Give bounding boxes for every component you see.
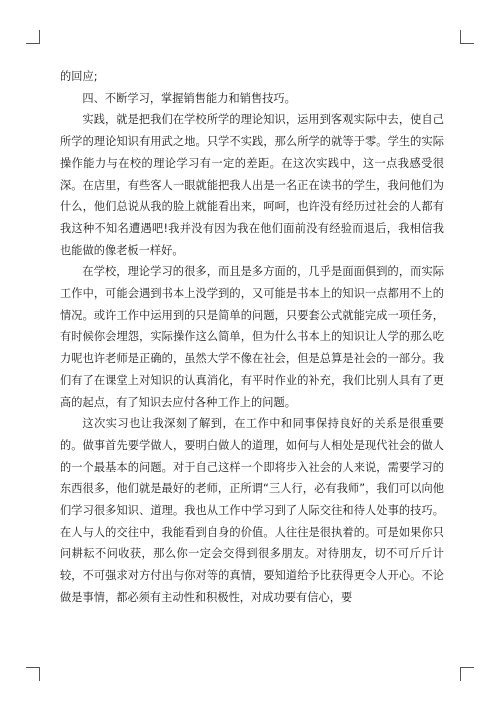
paragraph-relationships: 这次实习也让我深刻了解到，在工作中和同事保持良好的关系是很重要的。做事首先要学做人，要明白做人的道理，如何与人相处是现代社会的做人的一个最基本的问题。对于自己这样一个即将步入社会的人来说，需要学习的东西很多，他们就是最好的老师，正所谓“三人行，必有我师”，我们可以向他们学习很多知识、道理。我也从工作中学习到了人际交往和待人处事的技巧。在人与人的交往中，我能看到自身的价值。人往往是很执着的。可是如果你只问耕耘不问收获，那么你一定会交得到很多朋友。对待朋友，切不可斤斤计较，不可强求对方付出与你对等的真情，要知道给予比获得更令人开心。不论做是事情，都必须有主动性和积极性，对成功要有信心，要 — [60, 417, 444, 604]
document-body — [60, 66, 444, 609]
paragraph-practice: 实践，就是把我们在学校所学的理论知识，运用到客观实际中去，使自己所学的理论知识有用武之地。只学不实践，那么所学的就等于零。学生的实际操作能力与在校的理论学习有一定的差距。在这次实践中，这一点我感受很深。在店里，有些客人一眼就能把我人出是一名正在读书的学生，我问他们为什么，他们总说从我的脸上就能看出来，呵呵，也许没有经历过社会的人都有我这种不知名遭遇吧!我并没有因为我在他们面前没有经验而退后，我相信我也能做的像老板一样好。 — [60, 113, 444, 257]
crop-mark-top-right — [460, 30, 474, 44]
crop-mark-bottom-left — [26, 667, 40, 681]
paragraph-school-theory: 在学校，理论学习的很多，而且是多方面的，几乎是面面俱到的，而实际工作中，可能会遇到书本上没学到的，又可能是书本上的知识一点都用不上的情况。或许工作中运用到的只是简单的问题，只要套公式就能完成一项任务，有时候你会埋怨，实际操作这么简单，但为什么书本上的知识让人学的那么吃力呢也许老师是正确的，虽然大学不像在社会，但是总算是社会的一部分。我们有了在课堂上对知识的认真消化，有平时作业的补充，我们比别人具有了更高的起点，有了知识去应付各种工作上的问题。 — [60, 265, 444, 409]
crop-mark-top-left — [26, 30, 40, 44]
paragraph-continuation: 的回应; — [60, 70, 98, 83]
section-heading: 四、不断学习，掌握销售能力和销售技巧。 — [82, 91, 296, 105]
crop-mark-bottom-right — [460, 667, 474, 681]
